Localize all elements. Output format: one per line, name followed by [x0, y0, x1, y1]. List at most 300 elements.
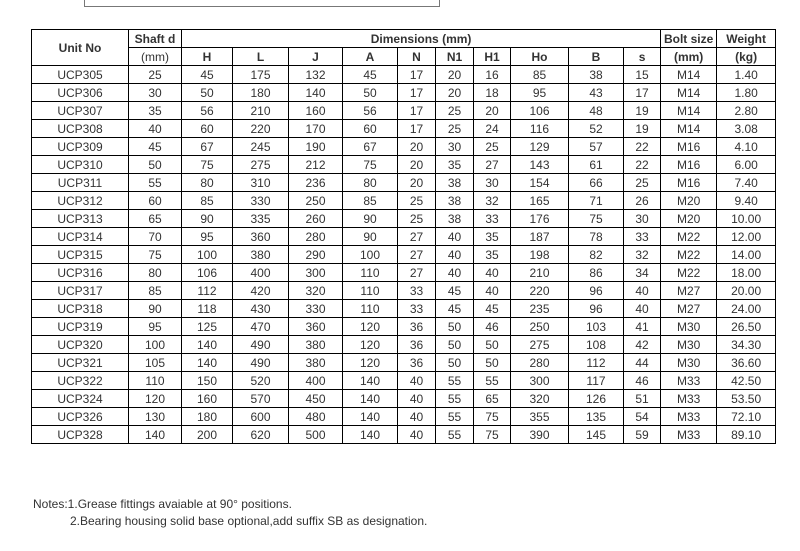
table-cell: M22	[661, 246, 717, 264]
table-cell: 40	[436, 228, 474, 246]
table-row	[32, 354, 776, 372]
table-cell: 80	[129, 264, 182, 282]
header-row-2	[32, 48, 776, 66]
table-cell: 45	[182, 66, 233, 84]
table-cell: 78	[569, 228, 624, 246]
table-cell: 40	[436, 264, 474, 282]
table-cell: 44	[624, 354, 661, 372]
table-cell: 120	[343, 354, 398, 372]
col-header-dim-h1: H1	[474, 48, 511, 66]
table-cell: 300	[511, 372, 569, 390]
table-row	[32, 318, 776, 336]
table-cell: 45	[474, 300, 511, 318]
table-cell: 35	[436, 156, 474, 174]
table-cell: 1.40	[717, 66, 776, 84]
table-row	[32, 174, 776, 192]
table-cell: 145	[569, 426, 624, 444]
table-cell: 17	[398, 102, 436, 120]
table-body	[32, 66, 776, 444]
table-cell: 60	[182, 120, 233, 138]
table-cell: 7.40	[717, 174, 776, 192]
table-cell: 25	[474, 138, 511, 156]
table-cell: 360	[289, 318, 343, 336]
table-cell: 140	[182, 354, 233, 372]
table-cell: 40	[398, 390, 436, 408]
table-cell: 140	[343, 372, 398, 390]
col-header-unit-no: Unit No	[32, 30, 129, 66]
table-cell: 25	[398, 192, 436, 210]
table-cell: UCP310	[32, 156, 129, 174]
table-cell: 100	[182, 246, 233, 264]
bolt-unit-label: (mm)	[661, 48, 717, 66]
table-cell: 140	[289, 84, 343, 102]
table-cell: M30	[661, 354, 717, 372]
table-cell: 490	[233, 354, 289, 372]
table-cell: 86	[569, 264, 624, 282]
table-cell: 235	[511, 300, 569, 318]
table-cell: 210	[511, 264, 569, 282]
table-cell: 470	[233, 318, 289, 336]
table-cell: 40	[436, 246, 474, 264]
table-cell: 176	[511, 210, 569, 228]
table-cell: 33	[474, 210, 511, 228]
table-cell: 40	[398, 408, 436, 426]
table-cell: 17	[398, 120, 436, 138]
table-cell: UCP307	[32, 102, 129, 120]
table-cell: 600	[233, 408, 289, 426]
table-cell: 190	[289, 138, 343, 156]
table-cell: 420	[233, 282, 289, 300]
table-cell: 40	[624, 300, 661, 318]
table-cell: 61	[569, 156, 624, 174]
table-cell: 10.00	[717, 210, 776, 228]
table-cell: 38	[569, 66, 624, 84]
table-cell: 75	[474, 408, 511, 426]
table-row	[32, 372, 776, 390]
table-row	[32, 102, 776, 120]
table-cell: 120	[343, 336, 398, 354]
table-cell: 220	[511, 282, 569, 300]
weight-unit-label: (kg)	[717, 48, 776, 66]
table-row	[32, 120, 776, 138]
table-cell: 390	[511, 426, 569, 444]
table-cell: 245	[233, 138, 289, 156]
table-cell: 570	[233, 390, 289, 408]
table-cell: 175	[233, 66, 289, 84]
table-cell: 89.10	[717, 426, 776, 444]
table-cell: 220	[233, 120, 289, 138]
table-cell: 2.80	[717, 102, 776, 120]
table-cell: 200	[182, 426, 233, 444]
table-cell: 275	[233, 156, 289, 174]
dimension-bracket-line	[84, 0, 440, 7]
bearing-spec-table	[31, 29, 776, 444]
table-cell: 105	[129, 354, 182, 372]
table-cell: M33	[661, 390, 717, 408]
table-cell: UCP305	[32, 66, 129, 84]
col-header-dim-j: J	[289, 48, 343, 66]
table-cell: 110	[343, 300, 398, 318]
table-cell: UCP318	[32, 300, 129, 318]
table-cell: 212	[289, 156, 343, 174]
table-cell: 60	[129, 192, 182, 210]
table-row	[32, 300, 776, 318]
table-cell: 38	[436, 174, 474, 192]
table-cell: 3.08	[717, 120, 776, 138]
table-cell: 60	[343, 120, 398, 138]
table-cell: UCP309	[32, 138, 129, 156]
table-cell: M20	[661, 192, 717, 210]
col-header-dim-b: B	[569, 48, 624, 66]
table-cell: 65	[129, 210, 182, 228]
table-cell: M27	[661, 300, 717, 318]
table-cell: 160	[289, 102, 343, 120]
table-cell: 17	[398, 84, 436, 102]
table-cell: M27	[661, 282, 717, 300]
table-cell: 50	[436, 318, 474, 336]
table-cell: 170	[289, 120, 343, 138]
table-cell: 310	[233, 174, 289, 192]
table-row	[32, 84, 776, 102]
table-cell: 135	[569, 408, 624, 426]
table-cell: 34.30	[717, 336, 776, 354]
table-cell: 210	[233, 102, 289, 120]
table-cell: 55	[436, 372, 474, 390]
table-cell: 95	[129, 318, 182, 336]
table-cell: 9.40	[717, 192, 776, 210]
table-cell: 380	[289, 336, 343, 354]
table-row	[32, 426, 776, 444]
table-cell: 32	[474, 192, 511, 210]
table-cell: 30	[129, 84, 182, 102]
table-cell: 103	[569, 318, 624, 336]
table-cell: 50	[436, 354, 474, 372]
table-cell: 75	[182, 156, 233, 174]
table-cell: 500	[289, 426, 343, 444]
table-cell: 450	[289, 390, 343, 408]
table-cell: 19	[624, 120, 661, 138]
table-cell: 35	[474, 228, 511, 246]
table-cell: 67	[343, 138, 398, 156]
table-cell: M30	[661, 336, 717, 354]
table-cell: 480	[289, 408, 343, 426]
table-cell: 33	[398, 300, 436, 318]
table-cell: 50	[343, 84, 398, 102]
table-cell: 14.00	[717, 246, 776, 264]
table-cell: 19	[624, 102, 661, 120]
table-cell: 85	[343, 192, 398, 210]
table-row	[32, 210, 776, 228]
table-cell: 30	[436, 138, 474, 156]
table-cell: 140	[182, 336, 233, 354]
table-cell: 25	[436, 120, 474, 138]
col-header-dimensions: Dimensions (mm)	[182, 30, 661, 48]
table-cell: 75	[569, 210, 624, 228]
table-cell: 290	[289, 246, 343, 264]
table-cell: 48	[569, 102, 624, 120]
table-cell: 26	[624, 192, 661, 210]
table-cell: UCP326	[32, 408, 129, 426]
table-cell: 43	[569, 84, 624, 102]
table-cell: 35	[474, 246, 511, 264]
table-cell: M16	[661, 156, 717, 174]
col-header-shaft-d: Shaft d	[129, 30, 182, 48]
note-line-2: 2.Bearing housing solid base optional,add suffix SB as designation.	[70, 514, 428, 528]
table-cell: 41	[624, 318, 661, 336]
table-cell: 15	[624, 66, 661, 84]
table-cell: 20	[474, 102, 511, 120]
table-cell: UCP314	[32, 228, 129, 246]
table-row	[32, 246, 776, 264]
col-header-dim-s: s	[624, 48, 661, 66]
table-cell: M14	[661, 66, 717, 84]
table-cell: 27	[398, 246, 436, 264]
table-cell: 34	[624, 264, 661, 282]
table-cell: 250	[511, 318, 569, 336]
table-cell: UCP321	[32, 354, 129, 372]
table-cell: 40	[398, 426, 436, 444]
table-cell: 165	[511, 192, 569, 210]
table-cell: 620	[233, 426, 289, 444]
table-cell: 59	[624, 426, 661, 444]
table-cell: 125	[182, 318, 233, 336]
table-cell: 25	[129, 66, 182, 84]
table-cell: 45	[343, 66, 398, 84]
table-cell: 140	[343, 390, 398, 408]
table-cell: 90	[343, 210, 398, 228]
table-cell: 35	[129, 102, 182, 120]
table-cell: 112	[569, 354, 624, 372]
col-header-dim-ho: Ho	[511, 48, 569, 66]
table-cell: 30	[624, 210, 661, 228]
table-cell: 12.00	[717, 228, 776, 246]
table-cell: 260	[289, 210, 343, 228]
table-cell: 65	[474, 390, 511, 408]
table-cell: 100	[343, 246, 398, 264]
table-cell: 275	[511, 336, 569, 354]
table-cell: 80	[182, 174, 233, 192]
table-cell: 110	[343, 264, 398, 282]
table-cell: 18	[474, 84, 511, 102]
table-cell: 55	[129, 174, 182, 192]
table-cell: UCP317	[32, 282, 129, 300]
table-cell: 96	[569, 282, 624, 300]
table-cell: M33	[661, 426, 717, 444]
table-cell: 355	[511, 408, 569, 426]
table-cell: 56	[182, 102, 233, 120]
table-cell: 150	[182, 372, 233, 390]
table-row	[32, 336, 776, 354]
col-header-dim-n: N	[398, 48, 436, 66]
col-header-dim-a: A	[343, 48, 398, 66]
table-cell: 55	[474, 372, 511, 390]
table-cell: 320	[511, 390, 569, 408]
table-cell: UCP313	[32, 210, 129, 228]
table-cell: 67	[182, 138, 233, 156]
table-cell: 250	[289, 192, 343, 210]
table-cell: 112	[182, 282, 233, 300]
table-cell: 120	[343, 318, 398, 336]
table-cell: 46	[624, 372, 661, 390]
table-cell: 36	[398, 354, 436, 372]
table-cell: 20	[398, 156, 436, 174]
table-cell: 50	[474, 354, 511, 372]
table-cell: M16	[661, 174, 717, 192]
table-cell: 106	[511, 102, 569, 120]
table-cell: UCP320	[32, 336, 129, 354]
table-cell: 50	[182, 84, 233, 102]
table-cell: 400	[233, 264, 289, 282]
table-cell: M14	[661, 120, 717, 138]
table-cell: 140	[129, 426, 182, 444]
table-cell: UCP324	[32, 390, 129, 408]
table-cell: UCP312	[32, 192, 129, 210]
shaft-unit-label: (mm)	[129, 48, 182, 66]
table-cell: 108	[569, 336, 624, 354]
table-cell: 36.60	[717, 354, 776, 372]
table-cell: 80	[343, 174, 398, 192]
table-cell: 110	[343, 282, 398, 300]
table-row	[32, 228, 776, 246]
table-cell: 520	[233, 372, 289, 390]
table-cell: 71	[569, 192, 624, 210]
table-cell: 180	[233, 84, 289, 102]
table-cell: 20	[436, 84, 474, 102]
table-cell: 50	[474, 336, 511, 354]
notes-section	[33, 496, 427, 530]
table-cell: 320	[289, 282, 343, 300]
table-cell: 75	[129, 246, 182, 264]
table-cell: 33	[398, 282, 436, 300]
table-cell: 85	[511, 66, 569, 84]
table-cell: 236	[289, 174, 343, 192]
table-cell: 66	[569, 174, 624, 192]
table-cell: 20	[398, 174, 436, 192]
table-cell: M33	[661, 408, 717, 426]
table-cell: 140	[343, 426, 398, 444]
table-cell: 85	[129, 282, 182, 300]
table-cell: 4.10	[717, 138, 776, 156]
table-row	[32, 264, 776, 282]
table-cell: 130	[129, 408, 182, 426]
table-cell: 20	[436, 66, 474, 84]
table-cell: 45	[436, 282, 474, 300]
table-cell: 27	[474, 156, 511, 174]
table-cell: 75	[474, 426, 511, 444]
table-cell: 22	[624, 138, 661, 156]
table-cell: UCP315	[32, 246, 129, 264]
table-cell: 46	[474, 318, 511, 336]
col-header-bolt-size: Bolt size	[661, 30, 717, 48]
table-cell: 300	[289, 264, 343, 282]
table-cell: 50	[129, 156, 182, 174]
table-cell: 55	[436, 408, 474, 426]
table-cell: 160	[182, 390, 233, 408]
table-cell: 380	[233, 246, 289, 264]
table-cell: UCP311	[32, 174, 129, 192]
table-cell: 24	[474, 120, 511, 138]
table-cell: 55	[436, 390, 474, 408]
table-row	[32, 138, 776, 156]
table-cell: 6.00	[717, 156, 776, 174]
table-cell: 280	[289, 228, 343, 246]
table-cell: 27	[398, 228, 436, 246]
table-cell: 198	[511, 246, 569, 264]
table-row	[32, 156, 776, 174]
table-cell: M20	[661, 210, 717, 228]
table-cell: M30	[661, 318, 717, 336]
table-row	[32, 390, 776, 408]
table-cell: 96	[569, 300, 624, 318]
table-cell: 56	[343, 102, 398, 120]
col-header-dim-h: H	[182, 48, 233, 66]
table-cell: 45	[436, 300, 474, 318]
note-line-1: Notes:1.Grease fittings avaiable at 90° positions.	[33, 497, 292, 511]
table-cell: 22	[624, 156, 661, 174]
table-row	[32, 408, 776, 426]
table-cell: 50	[436, 336, 474, 354]
col-header-dim-l: L	[233, 48, 289, 66]
table-cell: 140	[343, 408, 398, 426]
table-cell: 40	[474, 264, 511, 282]
table-cell: 40	[474, 282, 511, 300]
table-row	[32, 282, 776, 300]
table-cell: 45	[129, 138, 182, 156]
table-cell: M14	[661, 84, 717, 102]
table-cell: 20.00	[717, 282, 776, 300]
header-row-1	[32, 30, 776, 48]
table-cell: 38	[436, 210, 474, 228]
table-cell: 85	[182, 192, 233, 210]
table-cell: 42	[624, 336, 661, 354]
table-cell: 106	[182, 264, 233, 282]
table-cell: 72.10	[717, 408, 776, 426]
table-cell: UCP316	[32, 264, 129, 282]
table-cell: 16	[474, 66, 511, 84]
table-cell: 36	[398, 336, 436, 354]
table-cell: UCP322	[32, 372, 129, 390]
table-cell: 17	[398, 66, 436, 84]
table-cell: 154	[511, 174, 569, 192]
table-cell: 51	[624, 390, 661, 408]
table-cell: 18.00	[717, 264, 776, 282]
table-cell: 400	[289, 372, 343, 390]
table-cell: UCP306	[32, 84, 129, 102]
col-header-weight: Weight	[717, 30, 776, 48]
table-cell: 55	[436, 426, 474, 444]
table-cell: M22	[661, 264, 717, 282]
table-cell: 57	[569, 138, 624, 156]
table-cell: M22	[661, 228, 717, 246]
table-cell: 25	[436, 102, 474, 120]
table-cell: 53.50	[717, 390, 776, 408]
table-cell: 90	[343, 228, 398, 246]
table-cell: 32	[624, 246, 661, 264]
table-row	[32, 66, 776, 84]
table-cell: M16	[661, 138, 717, 156]
table-cell: 430	[233, 300, 289, 318]
table-cell: 380	[289, 354, 343, 372]
table-cell: 120	[129, 390, 182, 408]
table-cell: 36	[398, 318, 436, 336]
table-cell: 30	[474, 174, 511, 192]
table-cell: 132	[289, 66, 343, 84]
table-cell: 75	[343, 156, 398, 174]
table-cell: 42.50	[717, 372, 776, 390]
table-cell: 70	[129, 228, 182, 246]
table-cell: 335	[233, 210, 289, 228]
table-cell: 100	[129, 336, 182, 354]
